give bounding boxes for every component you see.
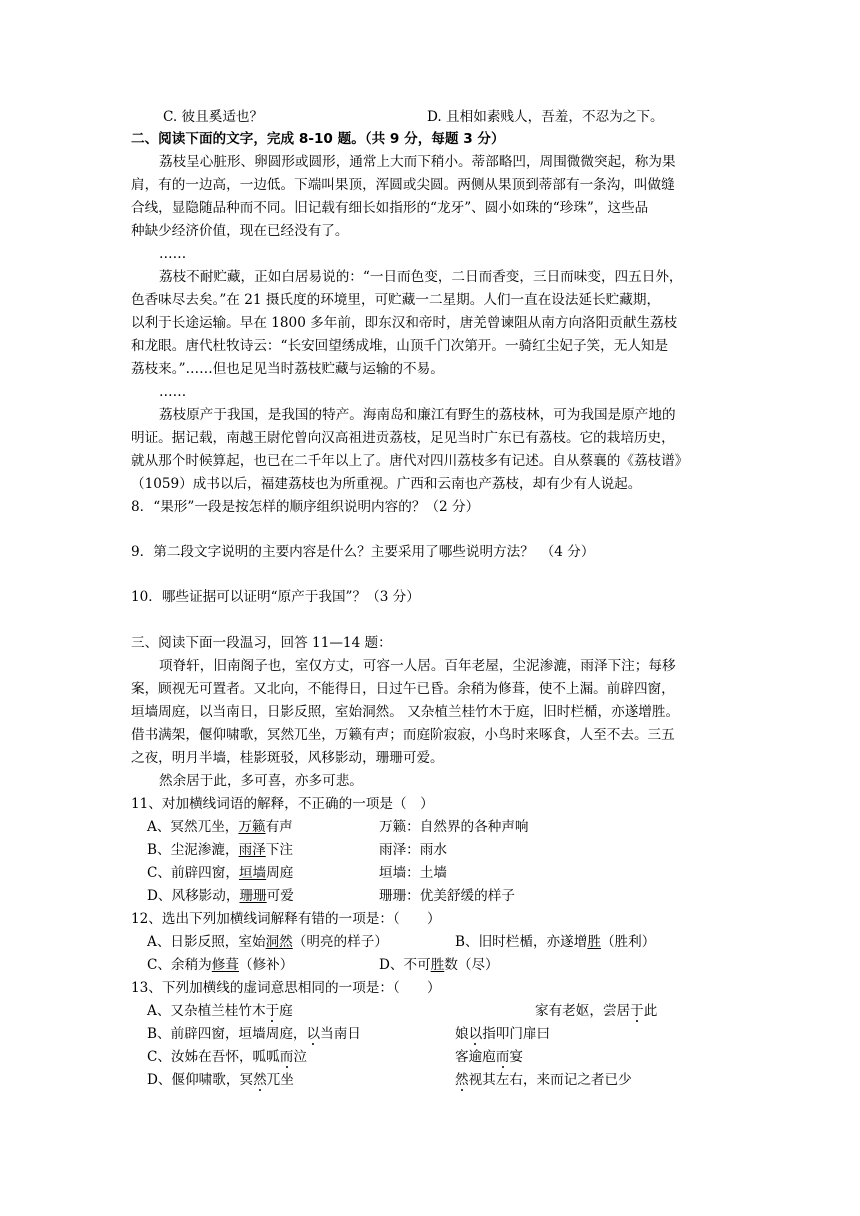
s2-p1-line2: 肩，有的一边高，一边低。下端叫果顶，浑圆或尖圆。两侧从果顶到蒂部有一条沟，叫做缝 [131,177,675,193]
s3-passage-line4: 借书满架，偃仰啸歌，冥然兀坐，万籁有声；而庭阶寂寂，小鸟时来啄食，人至不去。三五 [131,727,675,743]
q12-option-a: A、日影反照，室始洞然（明亮的样子） [147,934,388,950]
q11-option-c-explanation: 垣墙：土墙 [379,865,447,881]
question-10: 10．哪些证据可以证明“原产于我国”？（3 分） [131,589,420,605]
q7-option-c: C. 彼且奚适也？ [163,109,264,125]
s2-ellipsis-2: …… [159,384,187,400]
s2-p3-line4: （1059）成书以后，福建荔枝也为所重视。广西和云南也产荔枝，却有少有人说起。 [131,476,642,492]
s3-passage-line5: 之夜，明月半墙，桂影斑驳，风移影动，珊珊可爱。 [131,750,444,766]
q11-option-a: A、冥然兀坐，万籁有声 [147,819,293,835]
s3-passage-line3: 垣墙周庭，以当南日，日影反照，室始洞然。 又杂植兰桂竹木于庭，旧时栏楯，亦遂增胜。 [131,704,680,720]
q13-option-c-compare: 客逾庖而宴 [455,1049,523,1065]
s3-passage-end: 然余居于此，多可喜，亦多可悲。 [159,773,363,789]
question-8: 8．“果形”一段是按怎样的顺序组织说明内容的？（2 分） [131,499,480,515]
question-13-stem: 13、下列加横线的虚词意思相同的一项是：（ ） [131,980,441,996]
q13-option-d: D、偃仰啸歌，冥然兀坐 [147,1072,294,1088]
question-12-stem: 12、选出下列加横线词解释有错的一项是：（ ） [131,911,441,927]
question-9: 9．第二段文字说明的主要内容是什么？主要采用了哪些说明方法？ （4 分） [131,544,595,560]
q11-option-b-explanation: 雨泽：雨水 [379,842,447,858]
s2-p2-line1: 荔枝不耐贮藏，正如白居易说的：“一日而色变，二日而香变，三日而味变，四五日外， [159,269,683,285]
q12-option-c: C、余稍为修葺（修补） [147,957,294,973]
s2-p2-line2: 色香味尽去矣。”在 21 摄氏度的环境里，可贮藏一二星期。人们一直在设法延长贮藏期， [131,292,661,308]
s2-p1-line3: 合线，显隐随品种而不同。旧记载有细长如指形的“龙牙”、圆小如珠的“珍珠”，这些品 [131,200,649,216]
s2-p3-line2: 明证。据记载，南越王尉佗曾向汉高祖进贡荔枝，足见当时广东已有荔枝。它的栽培历史， [131,430,675,446]
q11-option-a-explanation: 万籁：自然界的各种声响 [379,819,529,835]
q12-option-b: B、旧时栏楯，亦遂增胜（胜利） [455,934,656,950]
q13-option-b: B、前辟四窗，垣墙周庭，以当南日 [147,1026,361,1042]
q13-option-a-compare: 家有老妪，尝居于此 [535,1003,658,1019]
q7-option-d: D. 且相如素贱人，吾羞，不忍为之下。 [427,109,664,125]
s2-p1-line1: 荔枝呈心脏形、卵圆形或圆形，通常上大而下稍小。蒂部略凹，周围微微突起，称为果 [159,154,676,170]
section3-heading: 三、阅读下面一段温习，回答 11—14 题： [131,635,392,651]
s2-p2-line5: 荔枝来。”……但也足见当时荔枝贮藏与运输的不易。 [131,361,444,377]
s2-p2-line3: 以利于长途运输。早在 1800 多年前，即东汉和帝时，唐羌曾谏阻从南方向洛阳贡献生荔枝 [131,315,678,331]
q13-option-a: A、又杂植兰桂竹木于庭 [147,1003,293,1019]
q11-option-d-explanation: 珊珊：优美舒缓的样子 [379,888,515,904]
q11-option-b: B、尘泥渗漉，雨泽下注 [147,842,293,858]
s3-passage-line1: 项脊轩，旧南阁子也，室仅方丈，可容一人居。百年老屋，尘泥渗漉，雨泽下注；每移 [159,658,676,674]
q11-option-c: C、前辟四窗，垣墙周庭 [147,865,294,881]
s2-p3-line3: 就从那个时候算起，也已在二千年以上了。唐代对四川荔枝多有记述。自从蔡襄的《荔枝谱》 [131,453,689,469]
section2-heading: 二、阅读下面的文字，完成 8-10 题。（共 9 分，每题 3 分） [131,131,505,147]
q13-option-b-compare: 娘以指叩门扉曰 [455,1026,551,1042]
s2-p1-line4: 种缺少经济价值，现在已经没有了。 [131,223,349,239]
question-11-stem: 11、对加横线词语的解释，不正确的一项是（ ） [131,796,434,812]
q13-option-d-compare: 然视其左右，来而记之者已少 [455,1072,632,1088]
q12-option-d: D、不可胜数（尽） [379,957,499,973]
s3-passage-line2: 案，顾视无可置者。又北向，不能得日，日过午已昏。余稍为修葺，使不上漏。前辟四窗， [131,681,675,697]
q13-option-c: C、汝姊在吾怀，呱呱而泣 [147,1049,307,1065]
s2-ellipsis-1: …… [159,246,187,262]
s2-p3-line1: 荔枝原产于我国，是我国的特产。海南岛和廉江有野生的荔枝林，可为我国是原产地的 [159,407,676,423]
q11-option-d: D、风移影动，珊珊可爱 [147,888,294,904]
s2-p2-line4: 和龙眼。唐代杜牧诗云：“长安回望绣成堆，山顶千门次第开。一骑红尘妃子笑，无人知是 [131,338,669,354]
